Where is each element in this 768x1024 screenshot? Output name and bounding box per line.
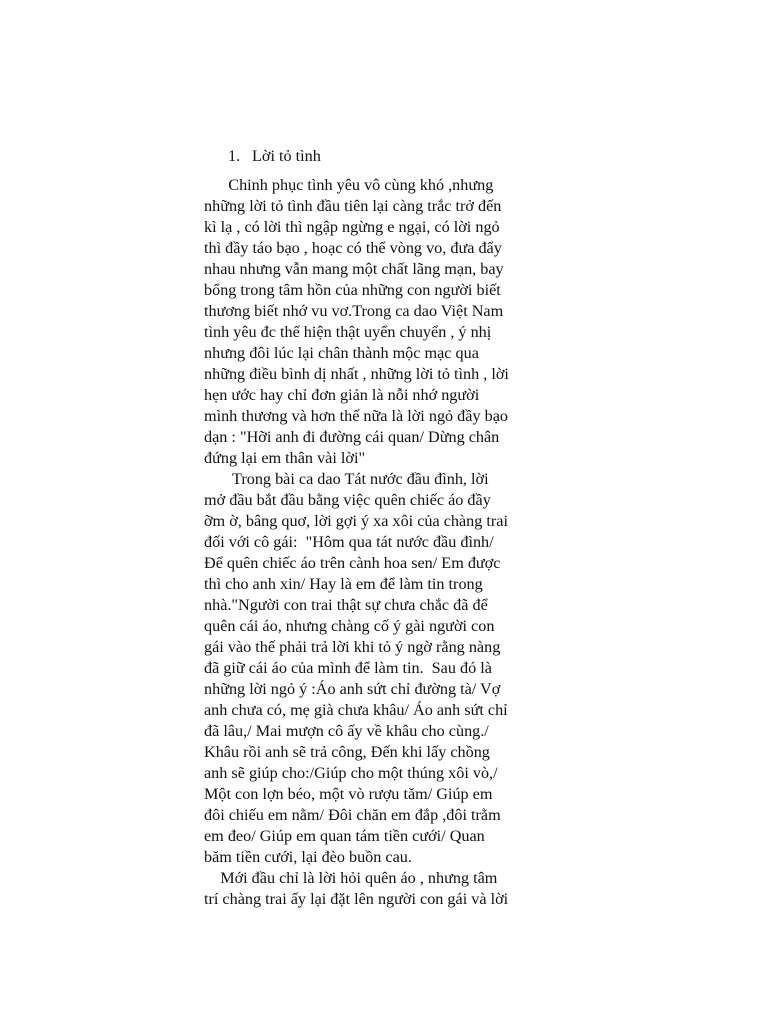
text-line: trí chàng trai ấy lại đặt lên người con gái và lời bbox=[204, 890, 509, 908]
text-line: hẹn ước hay chỉ đơn giản là nỗi nhớ người bbox=[204, 386, 480, 404]
text-line: dạn : "Hỡi anh đi đường cái quan/ Dừng chân bbox=[204, 428, 500, 446]
text-line: thì cho anh xin/ Hay là em để làm tin trong bbox=[204, 575, 483, 593]
section-title: Lời tỏ tình bbox=[252, 147, 321, 165]
text-line: anh sẽ giúp cho:/Giúp cho một thúng xôi vò,/ bbox=[204, 764, 498, 782]
text-line: Chinh phục tình yêu vô cùng khó ,nhưng bbox=[204, 176, 494, 194]
text-line: những lời ngỏ ý :Áo anh sứt chỉ đường tà/ Vợ bbox=[204, 680, 501, 698]
text-line: nhau nhưng vẫn mang một chất lãng mạn, bay bbox=[204, 260, 504, 278]
text-line: gái vào thế phải trả lời khi tỏ ý ngờ rằng nàng bbox=[204, 638, 501, 656]
text-line: anh chưa có, mẹ già chưa khâu/ Áo anh sứt chỉ bbox=[204, 701, 508, 719]
text-line: thương biết nhớ vu vơ.Trong ca dao Việt Nam bbox=[204, 302, 504, 320]
text-line: nhưng đôi lúc lại chân thành mộc mạc qua bbox=[204, 344, 479, 362]
text-line: đã lâu,/ Mai mượn cô ấy về khâu cho cùng./ bbox=[204, 722, 489, 740]
document-body bbox=[204, 146, 554, 910]
text-line: băm tiền cưới, lại đèo buồn cau. bbox=[204, 848, 412, 866]
text-line: mở đầu bắt đầu bằng việc quên chiếc áo đầy bbox=[204, 491, 491, 509]
text-line: Trong bài ca dao Tát nước đầu đình, lời bbox=[204, 470, 489, 488]
text-line: Để quên chiếc áo trên cành hoa sen/ Em được bbox=[204, 554, 501, 572]
text-line: đứng lại em thân vài lời" bbox=[204, 449, 366, 467]
text-line: đã giữ cái áo của mình để làm tin. Sau đó là bbox=[204, 659, 492, 677]
paragraph-lines bbox=[204, 175, 554, 910]
text-line: Khâu rồi anh sẽ trả công, Đến khi lấy chồng bbox=[204, 743, 490, 761]
text-line: quên cái áo, nhưng chàng cố ý gài người con bbox=[204, 617, 495, 635]
text-line: đối với cô gái: "Hôm qua tát nước đầu đình/ bbox=[204, 533, 494, 551]
text-line: những lời tỏ tình đầu tiên lại càng trắc trở đến bbox=[204, 197, 502, 215]
text-line: những điều bình dị nhất , những lời tỏ tình , lời bbox=[204, 365, 509, 383]
text-line: đôi chiếu em nằm/ Đôi chăn em đắp ,đôi trằm bbox=[204, 806, 501, 824]
text-line: ỡm ờ, bâng quơ, lời gợi ý xa xôi của chàng trai bbox=[204, 512, 508, 530]
text-line: thì đầy táo bạo , hoạc có thể vòng vo, đưa đẩy bbox=[204, 239, 502, 257]
text-line: kì lạ , có lời thì ngập ngừng e ngại, có lời ngỏ bbox=[204, 218, 500, 236]
text-line: tình yêu đc thể hiện thật uyển chuyển , ý nhị bbox=[204, 323, 492, 341]
section-heading bbox=[204, 146, 554, 167]
text-line: Mới đầu chỉ là lời hỏi quên áo , nhưng tâm bbox=[204, 869, 498, 887]
text-line: em đeo/ Giúp em quan tám tiền cưới/ Quan bbox=[204, 827, 485, 845]
text-line: bổng trong tâm hồn của những con người biết bbox=[204, 281, 501, 299]
text-line: mình thương và hơn thế nữa là lời ngỏ đầy bạo bbox=[204, 407, 508, 425]
text-line: nhà."Người con trai thật sự chưa chắc đã để bbox=[204, 596, 488, 614]
text-line: Một con lợn béo, một vò rượu tăm/ Giúp em bbox=[204, 785, 493, 803]
section-number: 1. bbox=[228, 147, 241, 165]
